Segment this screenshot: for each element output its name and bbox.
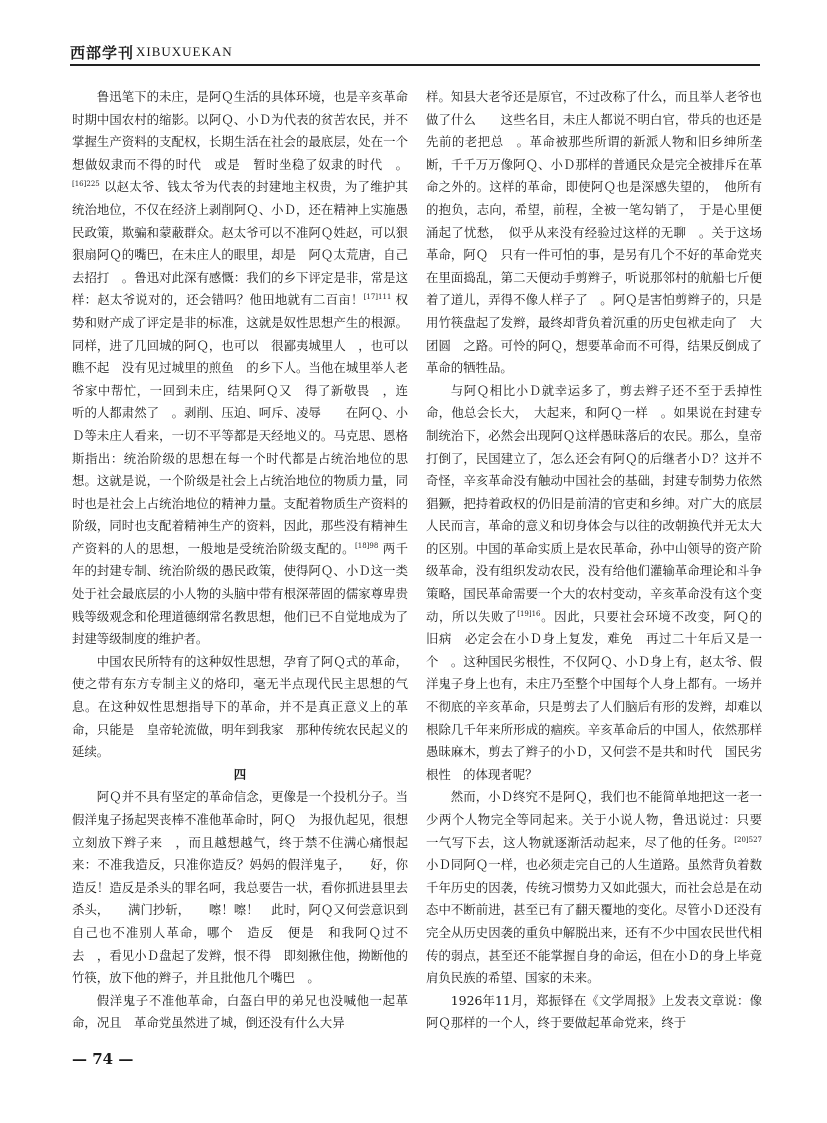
- left-column: [72, 86, 421, 1046]
- paragraph: 与阿Ｑ相比小Ｄ就幸运多了，剪去辫子还不至于丢掉性命，他总会长大， 大起来，和阿Ｑ一样 。如果说在封建专制统治下，必然会出现阿Ｑ这样愚昧落后的农民。那么，皇帝打倒了，民国建立了，怎么还会有阿Ｑ的后继者小Ｄ？这并不奇怪，辛亥革命没有触动中国社会的基础，封建专制势力依然猖獗，把持着政权的仍旧是前清的官吏和乡绅。对广大的底层人民而言，革命的意义和切身体会与以往的改朝换代并无太大的区别。中国的革命实质上是农民革命，孙中山领导的资产阶级革命，没有组织发动农民，没有给他们灌输革命理论和斗争策略，国民革命需要一个大的农村变动，辛亥革命没有这个变动，所以失败了$^{[19]16}$。因此，只要社会环境不改变，阿Ｑ的 旧病 必定会在小Ｄ身上复发，难免 再过二十年后又是一个 。这种国民劣根性，不仅阿Ｑ、小Ｄ身上有，赵太爷、假洋鬼子身上也有，未庄乃至整个中国每个人身上都有。一场并不彻底的辛亥革命，只是剪去了人们脑后有形的发辫，却难以根除几千年来所形成的痼疾。辛亥革命后的中国人，依然那样愚昧麻木，剪去了辫子的小Ｄ，又何尝不是共和时代 国民劣根性 的体现者呢？: [426, 382, 775, 782]
- paragraph: 1926年11月，郑振铎在《文学周报》上发表文章说：像阿Ｑ那样的一个人，终于要做起革命党来，终于: [426, 992, 762, 1031]
- header-rule: [70, 64, 760, 66]
- running-header: [70, 38, 760, 68]
- journal-title-en: XIBUXUEKAN: [136, 44, 233, 59]
- section-heading: 四: [233, 766, 247, 782]
- citation-ref: [18]98: [355, 541, 379, 550]
- right-column: [426, 86, 775, 1046]
- paragraph: 假洋鬼子不准他革命，白盔白甲的弟兄也没喊他一起革命，况且 革命党虽然进了城，倒还没有什么大异: [72, 992, 408, 1031]
- paragraph: 阿Ｑ并不具有坚定的革命信念，更像是一个投机分子。当假洋鬼子扬起哭丧棒不准他革命时，阿Ｑ 为报仇起见，很想立刻放下辫子来 ，而且越想越气，终于禁不住满心痛恨起来：不准我造反，只准你造反？妈妈的假洋鬼子， 好，你造反！造反是杀头的罪名呵，我总要告一状，看你抓进县里去杀头， 满门抄斩， 嚓！嚓！ 此时，阿Ｑ又何尝意识到自己也不准别人革命，哪个 造反 便是 和我阿Ｑ过不去 ，看见小Ｄ盘起了发辫，恨不得 即刻揪住他，拗断他的竹筷，放下他的辫子，并且批他几个嘴巴 。: [72, 789, 408, 986]
- journal-title-cn: 西部学刊: [70, 44, 135, 62]
- paragraph: 然而，小Ｄ终究不是阿Ｑ，我们也不能简单地把这一老一少两个人物完全等同起来。关于小说人物，鲁迅说过：只要 一气写下去，这人物就逐渐活动起来，尽了他的任务。$^{[20]527}$ 小Ｄ同阿Ｑ一样，也必须走完自己的人生道路。虽然背负着数千年历史的因袭，传统习惯势力又如此强大，而社会总是在动态中不断前进，甚至已有了翻天覆地的变化。尽管小Ｄ还没有完全从历史因袭的重负中解脱出来，还有不少中国农民世代相传的弱点，甚至还不能掌握自身的命运，但在小Ｄ的身上毕竟肩负民族的希望、国家的未来。: [426, 789, 775, 986]
- paragraph-continued: 样。知县大老爷还是原官，不过改称了什么，而且举人老爷也做了什么 这些名目，未庄人都说不明白官，带兵的也还是先前的老把总 。革命被那些所谓的新派人物和旧乡绅所垄断，千千万万像阿Ｑ、小Ｄ那样的普通民众是完全被排斥在革命之外的。这样的革命，即使阿Ｑ也是深感失望的， 他所有的抱负，志向，希望，前程，全被一笔勾销了， 于是心里便涌起了忧愁， 似乎从来没有经验过这样的无聊 。关于这场革命，阿Ｑ 只有一件可怕的事，是另有几个不好的革命党夹在里面捣乱，第二天便动手剪辫子，听说那邻村的航船七斤便着了道儿，弄得不像人样子了 。阿Ｑ是害怕剪辫子的，只是用竹筷盘起了发辫，最终却背负着沉重的历史包袱走向了 大团圆 之路。可怜的阿Ｑ，想要革命而不可得，结果反倒成了革命的牺牲品。: [426, 89, 762, 376]
- citation-ref: [19]16: [517, 609, 541, 618]
- paragraph: 鲁迅笔下的未庄，是阿Ｑ生活的具体环境，也是辛亥革命时期中国农村的缩影。以阿Ｑ、小Ｄ为代表的贫苦农民，并不掌握生产资料的支配权，长期生活在社会的最底层，处在一个 想做奴隶而不得的时代 或是 暂时坐稳了奴隶的时代 。$^{[16]225}$ 以赵太爷、钱太爷为代表的封建地主权贵，为了维护其统治地位，不仅在经济上剥削阿Ｑ、小Ｄ，还在精神上实施愚民政策，欺骗和蒙蔽群众。赵太爷可以不准阿Ｑ姓赵，可以狠狠扇阿Ｑ的嘴巴，在未庄人的眼里，却是 阿Ｑ太荒唐，自己去招打 。鲁迅对此深有感慨：我们的乡下评定是非，常是这样：赵太爷说对的，还会错吗？他田地就有二百亩！$^{[17]111}$ 权势和财产成了评定是非的标准，这就是奴性思想产生的根源。同样，进了几回城的阿Ｑ，也可以 很鄙夷城里人 ，也可以瞧不起 没有见过城里的煎鱼 的乡下人。当他在城里举人老爷家中帮忙，一回到未庄，结果阿Ｑ又 得了新敬畏 ，连 听的人都肃然了 。剥削、压迫、呵斥、凌辱 在阿Ｑ、小Ｄ等未庄人看来，一切不平等都是天经地义的。马克思、恩格斯指出：统治阶级的思想在每一个时代都是占统治地位的思想。这就是说，一个阶级是社会上占统治地位的物质力量，同时也是社会上占统治地位的精神力量。支配着物质生产资料的阶级，同时也支配着精神生产的资料，因此，那些没有精神生产资料的人的思想，一般地是受统治阶级支配的。$^{[18]98}$ 两千年的封建专制、统治阶级的愚民政策，使得阿Ｑ、小Ｄ这一类处于社会最底层的小人物的头脑中带有根深蒂固的儒家尊卑贵贱等级观念和伦理道德纲常名教思想，他们已不自觉地成为了封建等级制度的维护者。: [72, 89, 421, 647]
- paragraph: 中国农民所特有的这种奴性思想，孕育了阿Ｑ式的革命，使之带有东方专制主义的烙印，毫无半点现代民主思想的气息。在这种奴性思想指导下的革命，并不是真正意义上的革命，只能是 皇帝轮流做，明年到我家 那种传统农民起义的延续。: [72, 653, 408, 760]
- citation-ref: [20]527: [734, 835, 762, 844]
- citation-ref: [17]111: [363, 293, 392, 302]
- page-number: — 74 —: [72, 1050, 134, 1068]
- citation-ref: [16]225: [72, 180, 100, 189]
